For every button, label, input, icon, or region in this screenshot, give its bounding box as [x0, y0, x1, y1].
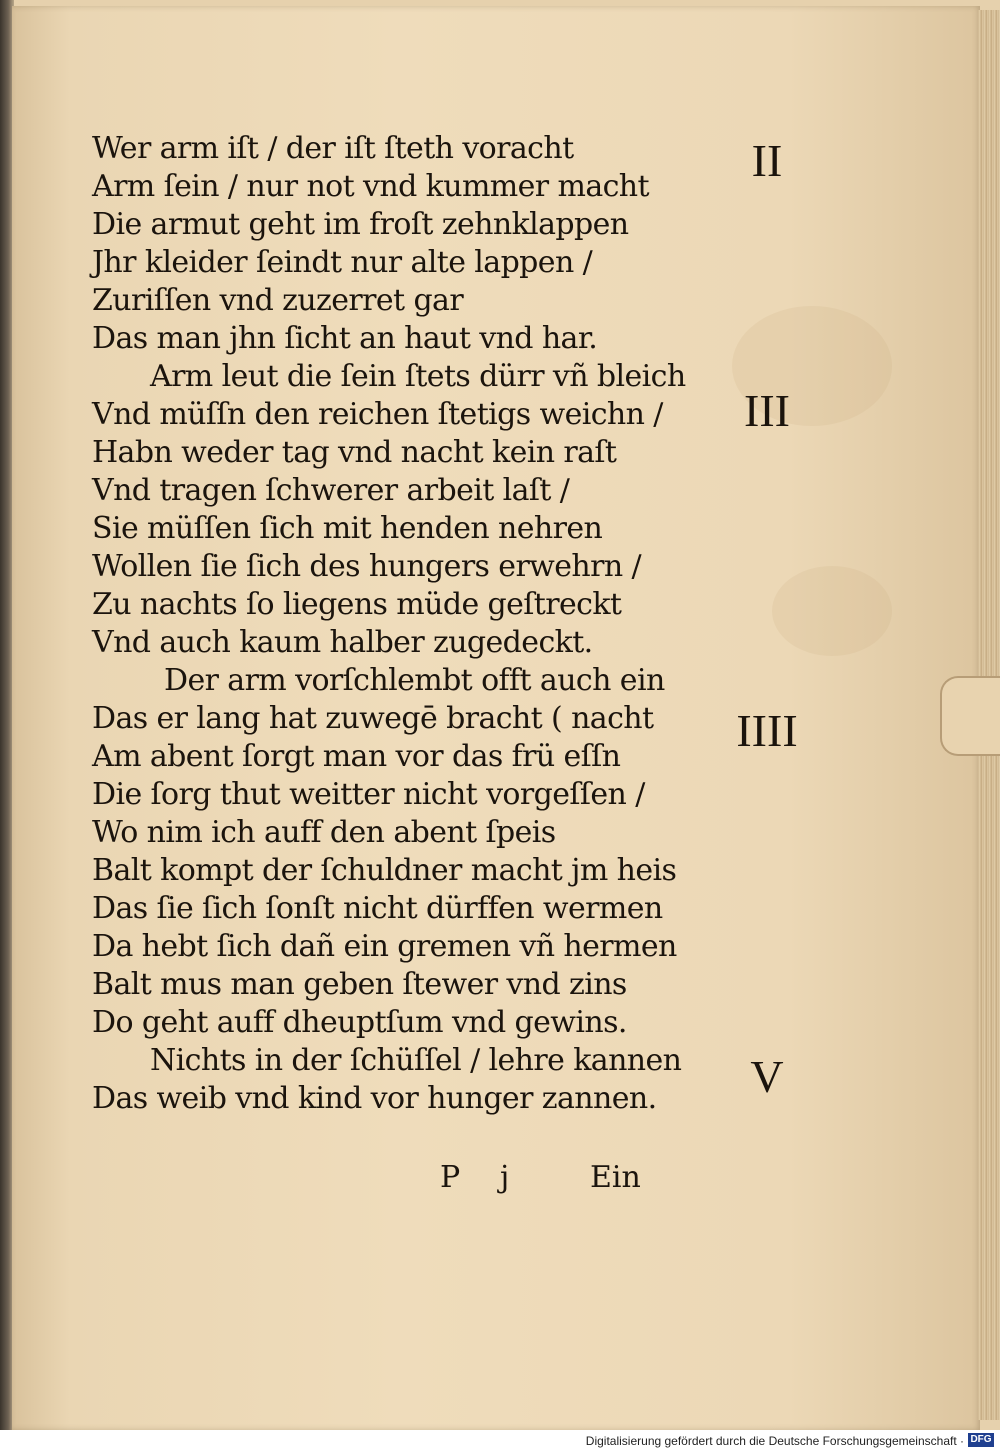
catchword: Ein [590, 1160, 641, 1195]
verse-number: II [751, 135, 783, 186]
verse-line: Habn weder tag vnd nacht kein raſt [92, 435, 617, 470]
verse-line: Wo nim ich auff den abent ſpeis [92, 815, 556, 850]
verse-line: Arm ſein / nur not vnd kummer macht [92, 169, 649, 204]
verse-line: Das ſie ſich ſonſt nicht dürffen wermen [92, 891, 663, 926]
verse-line: Sie müſſen ſich mit henden nehren [92, 511, 603, 546]
signature-letter: P [440, 1160, 461, 1195]
verse-line: Die armut geht im froſt zehnklappen [92, 207, 629, 242]
verse-text-block [92, 130, 692, 1118]
verse-line: Balt mus man geben ſtewer vnd zins [92, 967, 627, 1002]
verse-number: V [750, 1051, 784, 1102]
paper-stain [772, 566, 892, 656]
verse-line: Zuriſſen vnd zuzerret gar [92, 283, 464, 318]
verse-line: Vnd auch kaum halber zugedeckt. [92, 625, 593, 660]
verse-line: Arm leut die ſein ſtets dürr vñ bleich [150, 359, 686, 394]
dfg-logo: DFG [968, 1433, 994, 1447]
verse-line: Do geht auff dheuptſum vnd gewins. [92, 1005, 627, 1040]
verse-line: Zu nachts ſo liegens müde geſtreckt [92, 587, 622, 622]
verse-line: Jhr kleider ſeindt nur alte lappen / [92, 245, 593, 280]
verse-line: Vnd müſſn den reichen ſtetigs weichn / [92, 397, 663, 432]
verse-line: Der arm vorſchlembt offt auch ein [164, 663, 665, 698]
verse-line: Das weib vnd kind vor hunger zannen. [92, 1081, 657, 1116]
verse-number: III [744, 385, 790, 436]
verse-line: Die ſorg thut weitter nicht vorgeſſen / [92, 777, 645, 812]
page-tab [940, 676, 1000, 756]
verse-line: Das man jhn ſicht an haut vnd har. [92, 321, 598, 356]
verse-line: Da hebt ſich dañ ein gremen vñ hermen [92, 929, 677, 964]
verse-line: Das er lang hat zuwegē bracht ( nacht [92, 701, 654, 736]
signature-number: j [500, 1160, 510, 1195]
digitization-credit: Digitalisierung gefördert durch die Deutsche Forschungsgemeinschaft · [585, 1434, 964, 1448]
verse-line: Wollen ſie ſich des hungers erwehrn / [92, 549, 642, 584]
verse-line: Vnd tragen ſchwerer arbeit laſt / [92, 473, 570, 508]
verse-line: Nichts in der ſchüſſel / lehre kannen [150, 1043, 682, 1078]
verse-line: Am abent ſorgt man vor das frü eſſn [92, 739, 621, 774]
verse-line: Wer arm iſt / der iſt ſteth voracht [92, 131, 574, 166]
verse-line: Balt kompt der ſchuldner macht jm heis [92, 853, 677, 888]
verse-number: IIII [736, 705, 798, 756]
